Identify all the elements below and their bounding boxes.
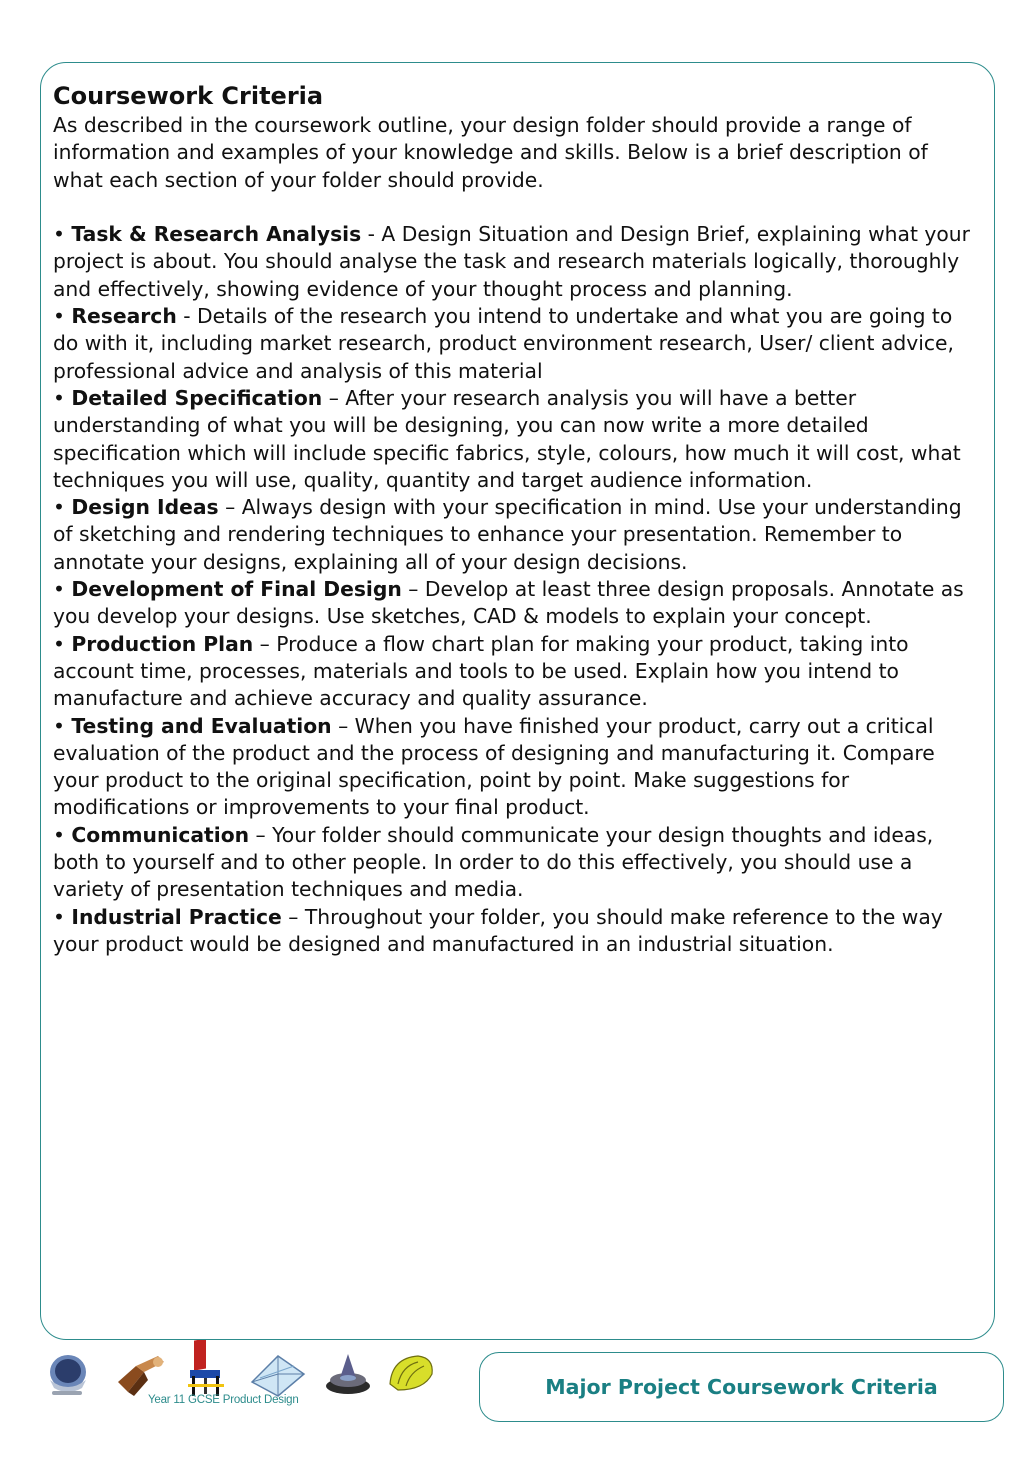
section-heading: Task & Research Analysis bbox=[71, 222, 362, 247]
section-heading: Research bbox=[71, 304, 177, 329]
section-separator: – bbox=[322, 385, 346, 410]
section-separator: – bbox=[331, 713, 355, 738]
section-heading: Testing and Evaluation bbox=[71, 713, 332, 738]
red-blue-chair-icon bbox=[186, 1340, 228, 1398]
bullet-marker: • bbox=[53, 713, 65, 738]
bullet-marker: • bbox=[53, 304, 65, 329]
bullet-marker: • bbox=[53, 822, 65, 847]
section-separator: – bbox=[253, 631, 277, 656]
section-separator: – bbox=[218, 495, 242, 520]
criteria-section bbox=[53, 576, 983, 631]
bullet-marker: • bbox=[53, 385, 65, 410]
section-heading: Industrial Practice bbox=[71, 904, 282, 929]
section-text: Develop at least three design proposals. Annotate as you develop your designs. Use sketches, CAD & models to explain your concept. bbox=[53, 577, 964, 629]
hand-tool-icon bbox=[114, 1352, 170, 1398]
bullet-marker: • bbox=[53, 904, 65, 929]
section-text: Your folder should communicate your design thoughts and ideas, both to yourself and to other people. In order to do this effectively, you should use a variety of presentation techniques and media. bbox=[53, 822, 934, 902]
section-text: When you have finished your product, carry out a critical evaluation of the product and the process of designing and manufacturing it. Compare your product to the original specification, point by point. Make suggestions for modifications or improvements to your final product. bbox=[53, 713, 935, 820]
section-heading: Design Ideas bbox=[71, 495, 219, 520]
criteria-section bbox=[53, 822, 983, 904]
section-text: Produce a flow chart plan for making your product, taking into account time, processes, materials and tools to be used. Explain how you intend to manufacture and achieve accuracy and quality assurance. bbox=[53, 631, 909, 711]
section-heading: Production Plan bbox=[71, 631, 254, 656]
intro-paragraph: As described in the coursework outline, your design folder should provide a range of information and examples of your knowledge and skills. Below is a brief description of what each section of your folder should provide. bbox=[53, 113, 928, 192]
bullet-marker: • bbox=[53, 222, 65, 247]
criteria-sections bbox=[53, 221, 983, 958]
page-title: Coursework Criteria bbox=[53, 82, 324, 110]
section-text: A Design Situation and Design Brief, explaining what your project is about. You should analyse the task and research materials logically, thoroughly and effectively, showing evidence of your thought process and planning. bbox=[53, 222, 970, 301]
footer-title-box bbox=[479, 1352, 1004, 1422]
criteria-section bbox=[53, 631, 983, 713]
wireframe-cad-icon bbox=[248, 1352, 308, 1400]
section-text: Throughout your folder, you should make reference to the way your product would be designed and manufactured in an industrial situation. bbox=[53, 904, 943, 956]
juicer-icon bbox=[322, 1348, 374, 1400]
section-separator: - bbox=[361, 222, 382, 247]
section-text: Details of the research you intend to undertake and what you are going to do with it, including market research, product environment research, User/ client advice, professional advice and analysis of this material bbox=[53, 304, 954, 383]
course-label: Year 11 GCSE Product Design bbox=[148, 1394, 299, 1406]
section-separator: – bbox=[401, 577, 425, 602]
bullet-marker: • bbox=[53, 631, 65, 656]
criteria-section bbox=[53, 385, 983, 494]
criteria-section bbox=[53, 221, 983, 303]
criteria-section bbox=[53, 904, 983, 959]
section-separator: – bbox=[281, 904, 305, 929]
bullet-marker: • bbox=[53, 495, 65, 520]
yellow-shell-icon bbox=[384, 1350, 438, 1396]
criteria-content bbox=[53, 80, 983, 958]
section-separator: – bbox=[249, 822, 273, 847]
bullet-marker: • bbox=[53, 577, 65, 602]
section-heading: Detailed Specification bbox=[71, 385, 323, 410]
section-heading: Communication bbox=[71, 822, 250, 847]
criteria-section bbox=[53, 494, 983, 576]
footer-title: Major Project Coursework Criteria bbox=[545, 1375, 938, 1399]
section-separator: - bbox=[176, 304, 197, 329]
criteria-section bbox=[53, 303, 983, 385]
criteria-section bbox=[53, 713, 983, 822]
section-heading: Development of Final Design bbox=[71, 577, 402, 602]
section-text: Always design with your specification in mind. Use your understanding of sketching and rendering techniques to enhance your presentation. Remember to annotate your designs, explaining all of your design decisions. bbox=[53, 495, 962, 574]
section-text: After your research analysis you will have a better understanding of what you will be designing, you can now write a more detailed specification which will include specific fabrics, style, colours, how much it will cost, what techniques you will use, quality, quantity and target audience information. bbox=[53, 385, 961, 492]
imac-computer-icon bbox=[44, 1350, 96, 1400]
